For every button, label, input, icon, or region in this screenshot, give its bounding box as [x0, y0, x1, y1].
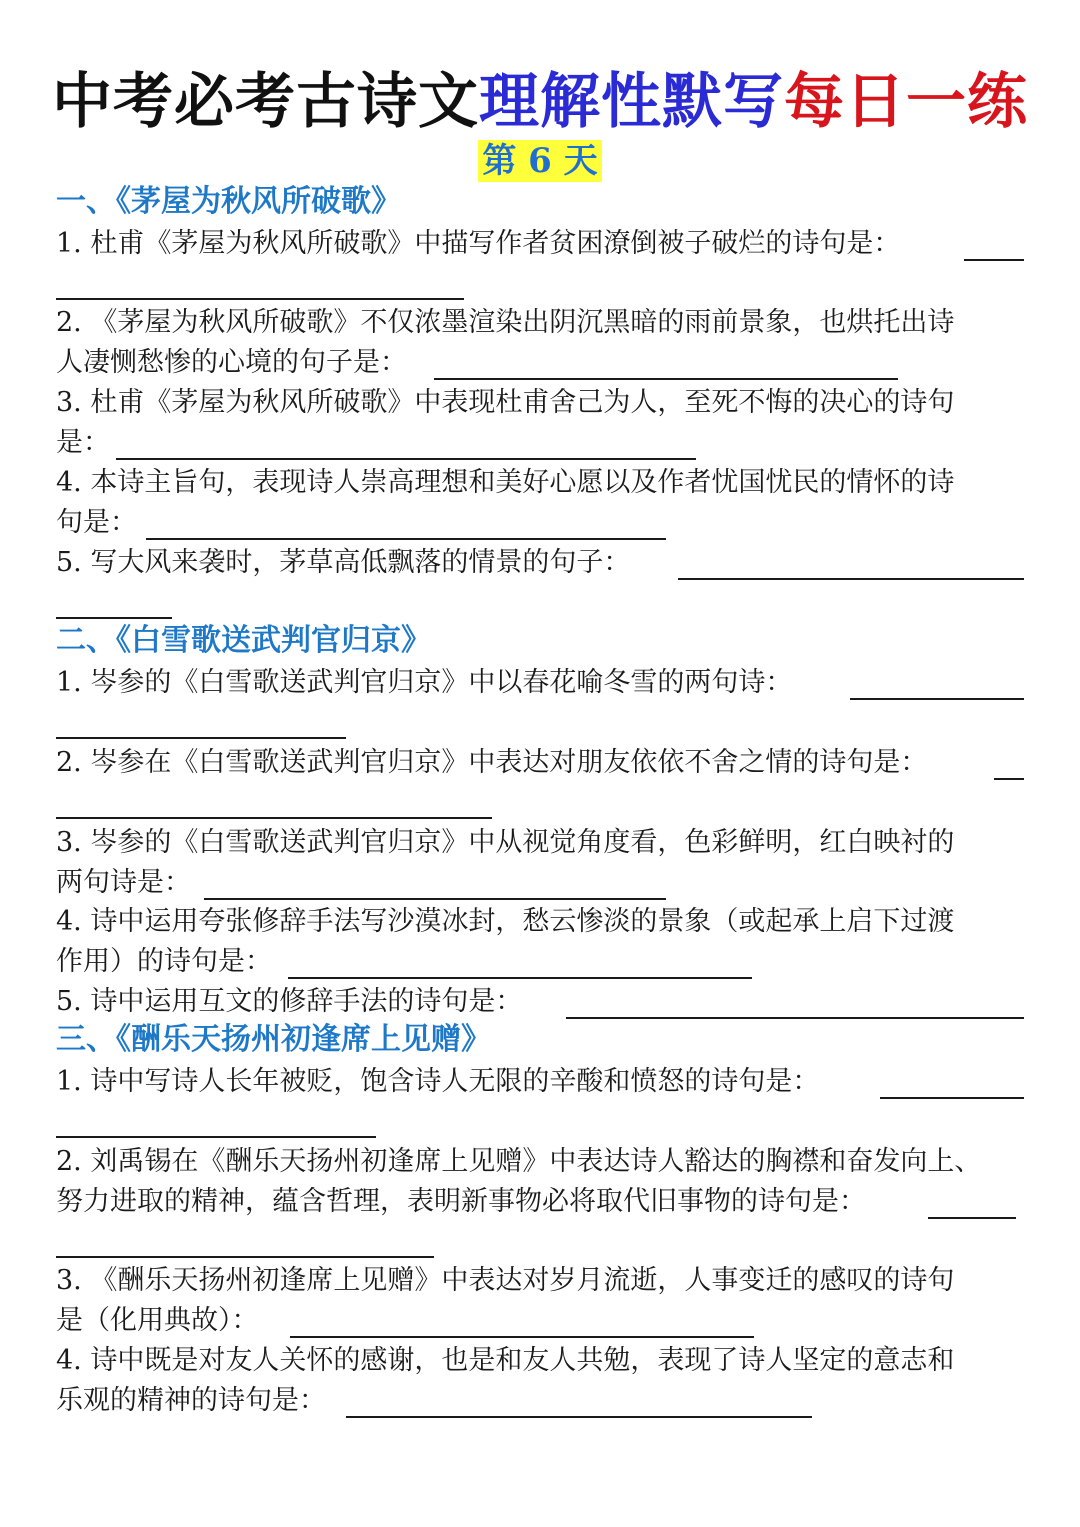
s3-q4-line-1: 4. 诗中既是对友人关怀的感谢，也是和友人共勉，表现了诗人坚定的意志和: [56, 1345, 955, 1376]
s3-q1-blank-a[interactable]: [880, 1097, 1024, 1099]
s1-q1-blank-b[interactable]: [56, 298, 464, 300]
s3-q3-blank[interactable]: [290, 1336, 754, 1338]
s2-q3-blank[interactable]: [204, 898, 666, 900]
s1-q4-blank[interactable]: [146, 538, 666, 540]
s3-q2-line-2: 努力进取的精神，蕴含哲理，表明新事物必将取代旧事物的诗句是：: [56, 1186, 866, 1217]
s1-q3-blank[interactable]: [116, 458, 696, 460]
s3-q3-line-1: 3. 《酬乐天扬州初逢席上见赠》中表达对岁月流逝，人事变迁的感叹的诗句: [56, 1265, 955, 1296]
s3-q1-line: 1. 诗中写诗人长年被贬，饱含诗人无限的辛酸和愤怒的诗句是：: [56, 1066, 820, 1097]
s2-q5-blank[interactable]: [566, 1017, 1024, 1019]
s3-q4-blank[interactable]: [346, 1416, 812, 1418]
s3-q2-blank-a[interactable]: [928, 1217, 1016, 1219]
s3-q1-blank-b[interactable]: [56, 1136, 376, 1138]
s1-q1-line: 1. 杜甫《茅屋为秋风所破歌》中描写作者贫困潦倒被子破烂的诗句是：: [56, 228, 901, 259]
s3-q4-line-2: 乐观的精神的诗句是：: [56, 1385, 326, 1416]
s2-q5-line: 5. 诗中运用互文的修辞手法的诗句是：: [56, 986, 523, 1017]
page-title: [0, 62, 1080, 142]
s3-q2-line-1: 2. 刘禹锡在《酬乐天扬州初逢席上见赠》中表达诗人豁达的胸襟和奋发向上、: [56, 1146, 982, 1177]
s2-q4-line-1: 4. 诗中运用夸张修辞手法写沙漠冰封，愁云惨淡的景象（或起承上启下过渡: [56, 906, 955, 937]
title-part-3: 每日一练: [784, 67, 1028, 137]
section-2-heading: 二、《白雪歌送武判官归京》: [56, 623, 431, 658]
s1-q1-blank-a[interactable]: [964, 259, 1024, 261]
s2-q2-line: 2. 岑参在《白雪歌送武判官归京》中表达对朋友依依不舍之情的诗句是：: [56, 747, 928, 778]
s1-q2-line-2: 人凄恻愁惨的心境的句子是：: [56, 347, 407, 378]
s1-q5-blank-b[interactable]: [56, 617, 172, 619]
s1-q3-line-1: 3. 杜甫《茅屋为秋风所破歌》中表现杜甫舍己为人，至死不悔的决心的诗句: [56, 387, 955, 418]
s2-q4-blank[interactable]: [288, 977, 752, 979]
s2-q3-line-1: 3. 岑参的《白雪歌送武判官归京》中从视觉角度看，色彩鲜明，红白映衬的: [56, 827, 955, 858]
s1-q5-blank-a[interactable]: [678, 578, 1024, 580]
s2-q1-blank-a[interactable]: [850, 698, 1024, 700]
s3-q2-blank-b[interactable]: [56, 1256, 434, 1258]
s2-q3-line-2: 两句诗是：: [56, 867, 191, 898]
s2-q1-blank-b[interactable]: [56, 737, 346, 739]
section-3-heading: 三、《酬乐天扬州初逢席上见赠》: [56, 1022, 491, 1057]
title-part-1: 中考必考古诗文: [52, 67, 479, 137]
s2-q1-line: 1. 岑参的《白雪歌送武判官归京》中以春花喻冬雪的两句诗：: [56, 667, 793, 698]
title-part-2: 理解性默写: [479, 67, 784, 137]
section-1-heading: 一、《茅屋为秋风所破歌》: [56, 184, 401, 219]
s1-q2-line-1: 2. 《茅屋为秋风所破歌》不仅浓墨渲染出阴沉黑暗的雨前景象，也烘托出诗: [56, 307, 955, 338]
s1-q2-blank[interactable]: [434, 378, 898, 380]
day-label-wrap: [0, 140, 1080, 182]
s1-q3-line-2: 是：: [56, 427, 110, 458]
s1-q4-line-2: 句是：: [56, 507, 137, 538]
s2-q4-line-2: 作用）的诗句是：: [56, 946, 272, 977]
s1-q5-line: 5. 写大风来袭时，茅草高低飘落的情景的句子：: [56, 547, 631, 578]
day-label: 第 6 天: [478, 140, 601, 182]
s3-q3-line-2: 是（化用典故）：: [56, 1305, 259, 1336]
s1-q4-line-1: 4. 本诗主旨句，表现诗人崇高理想和美好心愿以及作者忧国忧民的情怀的诗: [56, 467, 955, 498]
s2-q2-blank-b[interactable]: [56, 817, 492, 819]
s2-q2-blank-a[interactable]: [994, 778, 1024, 780]
